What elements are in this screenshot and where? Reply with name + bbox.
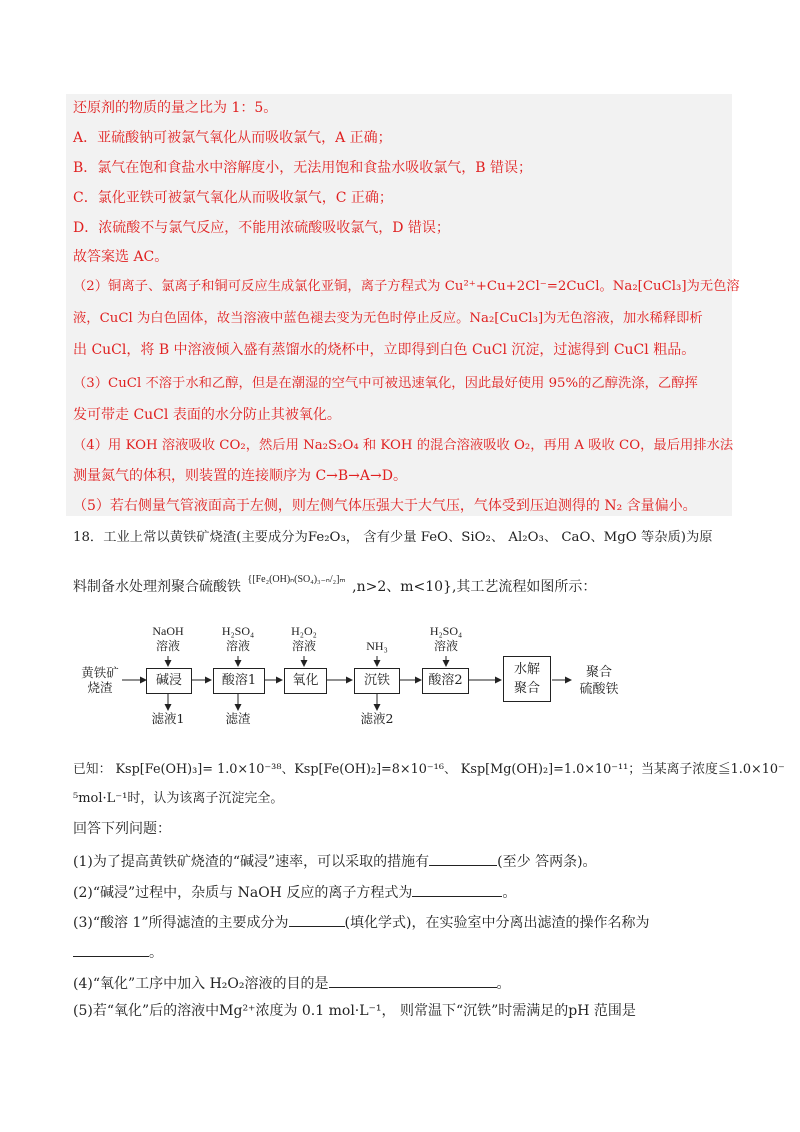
q3-text-end: 。 xyxy=(149,945,163,961)
flow-start-line: 黄铁矿 xyxy=(81,665,119,680)
q2-text-end: 。 xyxy=(502,885,517,901)
q1-text: (1)为了提高黄铁矿烧渣的“碱浸”速率，可以采取的措施有 xyxy=(73,854,430,870)
subquestion-5: (5)若“氧化”后的溶液中Mg²⁺浓度为 0.1 mol·L⁻¹， 则常温下“沉铁”时需满足的pH 范围是 xyxy=(73,1003,636,1019)
q4-answer-blank[interactable] xyxy=(329,973,497,988)
answer-line: 测量氮气的体积，则装置的连接顺序为 C→B→A→D。 xyxy=(73,468,407,484)
output-residue: 滤渣 xyxy=(225,711,251,726)
input-reagent: H₂O₂ xyxy=(291,624,317,638)
answer-line: A．亚硫酸钠可被氯气氧化从而吸收氯气，A 正确； xyxy=(73,130,392,146)
output-filtrate-2: 滤液2 xyxy=(360,711,394,726)
product-line: 硫酸铁 xyxy=(579,682,619,697)
q4-text: (4)“氧化”工序中加入 H₂O₂溶液的目的是 xyxy=(73,976,329,992)
final-box-line: 水解 xyxy=(513,662,540,677)
input-reagent-form: 溶液 xyxy=(225,639,250,653)
answer-line: 故答案选 AC。 xyxy=(73,249,169,265)
known-ksp-line2: ⁵mol·L⁻¹时，认为该离子沉淀完全。 xyxy=(73,791,284,806)
product-line: 聚合 xyxy=(585,665,612,680)
subquestion-2 xyxy=(73,882,516,902)
step-box-alkali-leach: 碱浸 xyxy=(146,668,192,694)
q4-text-end: 。 xyxy=(496,976,511,992)
step-box-acid-dissolve-2: 酸溶2 xyxy=(422,668,469,694)
answer-line: D．浓硫酸不与氯气反应，不能用浓硫酸吸收氯气，D 错误； xyxy=(73,220,450,236)
answer-line: （5）若右侧量气管液面高于左侧，则左侧气体压强大于大气压，气体受到压迫测得的 N₂ 含量偏小。 xyxy=(73,498,697,514)
step-box-hydrolysis-polymerization xyxy=(503,656,551,702)
flow-product-label xyxy=(571,664,627,698)
answer-line: （4）用 KOH 溶液吸收 CO₂，然后用 Na₂S₂O₄ 和 KOH 的混合溶液吸收 O₂，再用 A 吸收 CO，最后用排水法 xyxy=(73,438,734,453)
input-reagent-form: 溶液 xyxy=(291,639,316,653)
output-filtrate-1: 滤液1 xyxy=(151,711,185,726)
intro-text-post: ,n>2、m<10},其工艺流程如图所示： xyxy=(352,579,597,595)
answer-line: 发可带走 CuCl 表面的水分防止其被氧化。 xyxy=(73,407,341,423)
final-box-line: 聚合 xyxy=(513,681,540,696)
q2-answer-blank[interactable] xyxy=(412,882,502,897)
input-reagent-form: 溶液 xyxy=(155,639,180,653)
q2-text: (2)“碱浸”过程中，杂质与 NaOH 反应的离子方程式为 xyxy=(73,885,413,901)
step-box-acid-dissolve-1: 酸溶1 xyxy=(213,668,265,694)
known-ksp-line1: 已知： Ksp[Fe(OH)₃]= 1.0×10⁻³⁸、Ksp[Fe(OH)₂]=8×10⁻¹⁶、 Ksp[Mg(OH)₂]=1.0×10⁻¹¹；当某离子浓度≦1.0×10⁻ xyxy=(73,762,785,777)
input-reagent: NH₃ xyxy=(366,639,388,653)
answer-line: B．氯气在饱和食盐水中溶解度小，无法用饱和食盐水吸收氯气，B 错误； xyxy=(73,160,533,176)
input-reagent: H₂SO₄ xyxy=(221,624,255,638)
answer-line: C．氯化亚铁可被氯气氧化从而吸收氯气，C 正确； xyxy=(73,190,393,206)
q3-text-mid: (填化学式)，在实验室中分离出滤渣的操作名称为 xyxy=(344,915,650,931)
q3-answer-blank-2[interactable] xyxy=(73,942,149,957)
answer-line: 液，CuCl 为白色固体，故当溶液中蓝色褪去变为无色时停止反应。Na₂[CuCl₃]为无色溶液，加水稀释即析 xyxy=(73,311,703,326)
subquestion-1 xyxy=(73,851,597,871)
q3-answer-blank-1[interactable] xyxy=(289,912,345,927)
subquestion-3 xyxy=(73,912,649,932)
answer-line: （3）CuCl 不溶于水和乙醇，但是在潮湿的空气中可被迅速氧化，因此最好使用 95%的乙醇洗涤，乙醇挥 xyxy=(73,376,698,391)
input-naoh xyxy=(143,624,193,654)
answer-line: 出 CuCl，将 B 中溶液倾入盛有蒸馏水的烧杯中，立即得到白色 CuCl 沉淀，过滤得到 CuCl 粗品。 xyxy=(73,342,696,358)
answer-line: （2）铜离子、氯离子和铜可反应生成氯化亚铜，离子方程式为 Cu²⁺+Cu+2Cl⁻=2CuCl。Na₂[CuCl₃]为无色溶 xyxy=(73,279,740,294)
input-reagent: NaOH xyxy=(152,624,184,638)
q1-text-end: (至少 答两条)。 xyxy=(497,854,597,870)
chemical-formula: {[Fe₂(OH)ₙ(SO₄)₃₋ₙ/₂]ₘ xyxy=(247,574,346,585)
q1-answer-blank[interactable] xyxy=(429,851,497,866)
input-h2so4-1 xyxy=(213,624,263,654)
intro-text: 料制备水处理剂聚合硫酸铁 xyxy=(73,579,241,595)
input-h2o2 xyxy=(279,624,329,654)
input-h2so4-2 xyxy=(421,624,471,654)
q3-text: (3)“酸溶 1”所得滤渣的主要成分为 xyxy=(73,915,289,931)
answer-prompt: 回答下列问题： xyxy=(73,821,171,837)
subquestion-3-cont xyxy=(73,942,163,962)
input-nh3 xyxy=(352,639,402,654)
input-reagent: H₂SO₄ xyxy=(429,624,463,638)
answer-line: 还原剂的物质的量之比为 1：5。 xyxy=(73,100,278,116)
step-box-oxidation: 氧化 xyxy=(284,668,327,694)
flow-start-line: 烧渣 xyxy=(87,680,113,695)
step-box-iron-precipitation: 沉铁 xyxy=(354,668,400,694)
subquestion-4 xyxy=(73,973,511,993)
flow-start-label xyxy=(70,665,130,695)
question-intro: 18．工业上常以黄铁矿烧渣(主要成分为Fe₂O₃， 含有少量 FeO、SiO₂、 Al₂O₃、 CaO、MgO 等杂质)为原 xyxy=(73,530,713,545)
input-reagent-form: 溶液 xyxy=(433,639,458,653)
